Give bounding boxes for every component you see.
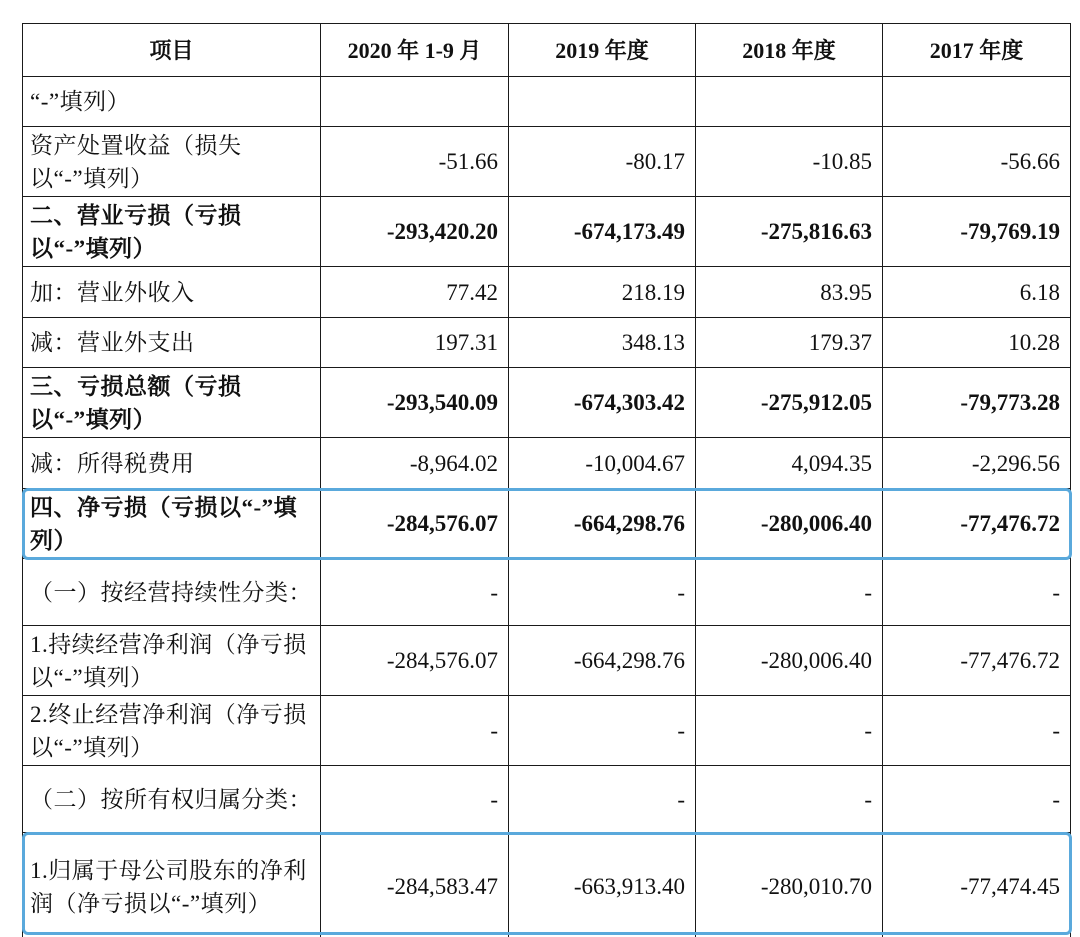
table-row-operating-loss xyxy=(23,197,1071,267)
row-label: （一）按经营持续性分类： xyxy=(23,559,321,626)
value-2019: -10,004.67 xyxy=(509,438,696,489)
header-2018: 2018 年度 xyxy=(696,24,883,77)
value-2019: 218.19 xyxy=(509,267,696,318)
table-row xyxy=(23,626,1071,696)
table-row-net-loss xyxy=(23,489,1071,559)
value-2019: -663,913.40 xyxy=(509,833,696,937)
table-row xyxy=(23,127,1071,197)
table-row xyxy=(23,696,1071,766)
value-2017: - xyxy=(883,559,1071,626)
financial-table-container xyxy=(22,23,1072,937)
table-row-parent-net-profit xyxy=(23,833,1071,937)
header-2017: 2017 年度 xyxy=(883,24,1071,77)
header-2020-q1-q3: 2020 年 1-9 月 xyxy=(321,24,509,77)
value-2018: - xyxy=(696,766,883,833)
value-2020: - xyxy=(321,559,509,626)
table-row xyxy=(23,267,1071,318)
value-2019: 348.13 xyxy=(509,318,696,368)
value-2017: -2,296.56 xyxy=(883,438,1071,489)
table-row-total-loss xyxy=(23,368,1071,438)
header-2019: 2019 年度 xyxy=(509,24,696,77)
value-2019: -664,298.76 xyxy=(509,489,696,559)
value-2018: -275,912.05 xyxy=(696,368,883,438)
value-2017: 6.18 xyxy=(883,267,1071,318)
row-label: 二、营业亏损（亏损以“-”填列） xyxy=(23,197,321,267)
value-2019: -664,298.76 xyxy=(509,626,696,696)
row-label: （二）按所有权归属分类： xyxy=(23,766,321,833)
value-2020: -284,576.07 xyxy=(321,626,509,696)
value-2020: -284,576.07 xyxy=(321,489,509,559)
value-2018: -280,006.40 xyxy=(696,489,883,559)
value-2017: -79,773.28 xyxy=(883,368,1071,438)
value-2020: -293,420.20 xyxy=(321,197,509,267)
value-2018: -280,010.70 xyxy=(696,833,883,937)
value-2018: 179.37 xyxy=(696,318,883,368)
value-2018: 83.95 xyxy=(696,267,883,318)
value-2020: -8,964.02 xyxy=(321,438,509,489)
value-2019: -674,173.49 xyxy=(509,197,696,267)
row-label: 减：营业外支出 xyxy=(23,318,321,368)
income-statement-table xyxy=(22,23,1071,937)
value-2020 xyxy=(321,77,509,127)
value-2017: -77,474.45 xyxy=(883,833,1071,937)
value-2019: - xyxy=(509,766,696,833)
value-2019: -80.17 xyxy=(509,127,696,197)
row-label: 2.终止经营净利润（净亏损以“-”填列） xyxy=(23,696,321,766)
value-2020: -51.66 xyxy=(321,127,509,197)
value-2020: 197.31 xyxy=(321,318,509,368)
table-header-row xyxy=(23,24,1071,77)
value-2018: - xyxy=(696,696,883,766)
value-2020: - xyxy=(321,696,509,766)
table-row xyxy=(23,77,1071,127)
row-label: “-”填列） xyxy=(23,77,321,127)
table-row xyxy=(23,438,1071,489)
row-label: 加：营业外收入 xyxy=(23,267,321,318)
header-item: 项目 xyxy=(23,24,321,77)
row-label: 减：所得税费用 xyxy=(23,438,321,489)
value-2017: - xyxy=(883,696,1071,766)
value-2017 xyxy=(883,77,1071,127)
row-label: 三、亏损总额（亏损以“-”填列） xyxy=(23,368,321,438)
value-2018: -280,006.40 xyxy=(696,626,883,696)
value-2018: 4,094.35 xyxy=(696,438,883,489)
row-label: 1.持续经营净利润（净亏损以“-”填列） xyxy=(23,626,321,696)
row-label: 1.归属于母公司股东的净利润（净亏损以“-”填列） xyxy=(23,833,321,937)
value-2018: - xyxy=(696,559,883,626)
value-2018 xyxy=(696,77,883,127)
value-2017: -77,476.72 xyxy=(883,626,1071,696)
row-label: 资产处置收益（损失以“-”填列） xyxy=(23,127,321,197)
value-2019: - xyxy=(509,696,696,766)
table-row xyxy=(23,559,1071,626)
value-2017: -77,476.72 xyxy=(883,489,1071,559)
value-2019: - xyxy=(509,559,696,626)
value-2017: -56.66 xyxy=(883,127,1071,197)
value-2017: -79,769.19 xyxy=(883,197,1071,267)
value-2019 xyxy=(509,77,696,127)
value-2019: -674,303.42 xyxy=(509,368,696,438)
value-2017: 10.28 xyxy=(883,318,1071,368)
value-2020: -284,583.47 xyxy=(321,833,509,937)
value-2020: -293,540.09 xyxy=(321,368,509,438)
value-2018: -275,816.63 xyxy=(696,197,883,267)
value-2018: -10.85 xyxy=(696,127,883,197)
row-label: 四、净亏损（亏损以“-”填列） xyxy=(23,489,321,559)
value-2020: 77.42 xyxy=(321,267,509,318)
value-2017: - xyxy=(883,766,1071,833)
table-row xyxy=(23,318,1071,368)
value-2020: - xyxy=(321,766,509,833)
table-row xyxy=(23,766,1071,833)
